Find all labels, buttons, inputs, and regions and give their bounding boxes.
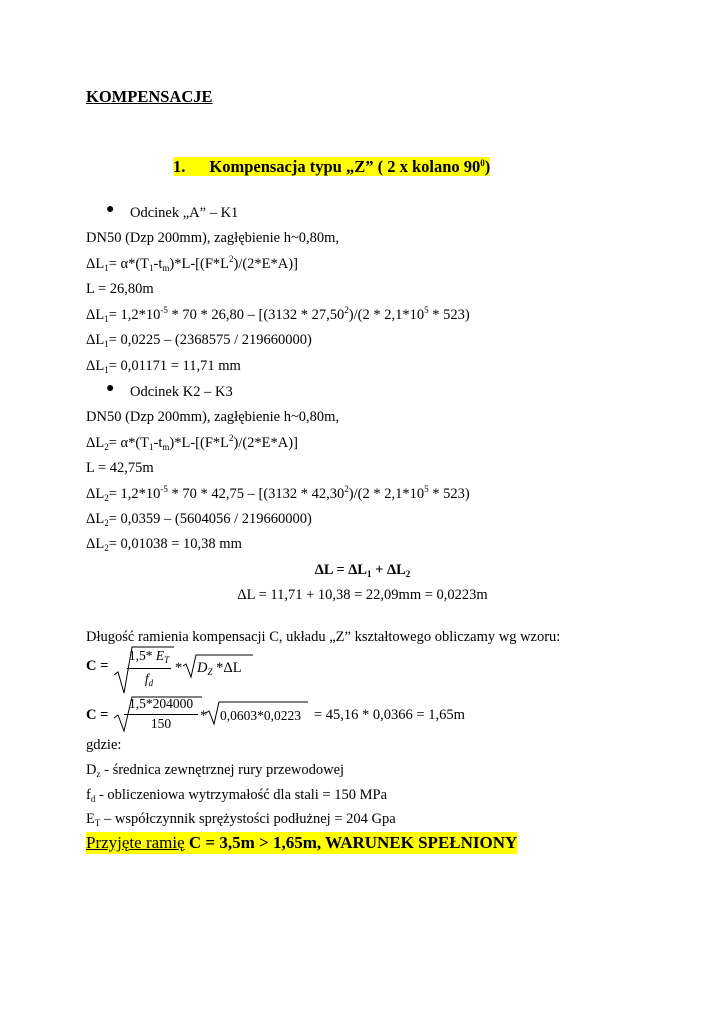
document-title: KOMPENSACJE	[86, 87, 213, 106]
bullet-icon: ●	[106, 202, 115, 217]
section-number: 1.	[173, 157, 186, 176]
c-calc-radicand: 0,0603*0,0223	[220, 708, 301, 723]
c-calc-lhs: C =	[86, 707, 109, 723]
fraction-line	[124, 714, 198, 715]
part2-result-2: $\Delta L_2= 0,01038 = 10,38$ mm	[86, 536, 242, 553]
part1-result-1: $\Delta L_1= 0,0225 - (2368575 / 219660000)$	[86, 332, 312, 349]
section-heading-highlight	[173, 157, 490, 176]
section-title: Kompensacja typu „Z” ( 2 x kolano 90	[209, 157, 481, 176]
gdzie-label: gdzie:	[86, 737, 122, 753]
section-heading	[173, 158, 490, 176]
part2-calc: $\Delta L_2= 1,2*10^{-5} * 70 * 42,75 - [(3132 * 42,30^2)/(2 * 2,1*10^5 * 523)$	[86, 484, 470, 503]
c-formula-multiply: *	[175, 660, 183, 676]
c-formula-radicand: $D_Z$ *ΔL	[197, 660, 242, 677]
sum-result: ΔL = 11,71 + 10,38 = 22,09mm = 0,0223m	[237, 587, 488, 603]
bullet-icon: ●	[106, 381, 115, 396]
part2-result-1: $\Delta L_2= 0,0359 - (5604056 / 219660000)$	[86, 511, 312, 528]
definition-fd: $f_d$ - obliczeniowa wytrzymałość dla stali = 150 MPa	[86, 787, 388, 804]
c-intro: Długość ramienia kompensacji C, układu „Z” kształtowego obliczamy wg wzoru:	[86, 629, 561, 645]
part1-length: L = 26,80m	[86, 281, 154, 297]
part1-result-2: $\Delta L_1= 0,01171 = 11,71$ mm	[86, 358, 241, 375]
c-calc-result: = 45,16 * 0,0366 = 1,65m	[314, 707, 465, 723]
c-formula-denominator: $f_d$	[144, 671, 154, 688]
fraction-line	[127, 668, 171, 669]
final-conclusion	[86, 832, 517, 854]
definition-dz: $D_z$ - średnica zewnętrznej rury przewodowej	[86, 762, 345, 779]
section-title-degree: 0	[480, 158, 485, 168]
part1-formula: $\Delta L_1= \alpha*(T_1-t_m)*L-[(F*L^2)/(2*E*A)]$	[86, 254, 298, 273]
part2-pipe-info: DN50 (Dzp 200mm), zagłębienie h~0,80m,	[86, 409, 340, 425]
sum-formula: $\Delta L = \Delta L_1 + \Delta L_2$	[314, 562, 411, 579]
final-conclusion-pre: Przyjęte ramię	[86, 833, 185, 852]
part1-pipe-info: DN50 (Dzp 200mm), zagłębienie h~0,80m,	[86, 230, 340, 246]
c-formula-numerator: 1,5* $E_T$	[128, 648, 170, 665]
bullet-part1: Odcinek „A” – K1	[130, 205, 239, 221]
definition-et: $E_T$ – współczynnik sprężystości podłużnej = 204 Gpa	[86, 811, 396, 828]
final-conclusion-condition: C = 3,5m > 1,65m, WARUNEK SPEŁNIONY	[184, 833, 518, 852]
c-formula-lhs: C =	[86, 658, 109, 674]
c-calc-denominator: 150	[150, 716, 172, 731]
c-calc-multiply: *	[200, 708, 208, 724]
part2-formula: $\Delta L_2= \alpha*(T_1-t_m)*L-[(F*L^2)/(2*E*A)]$	[86, 433, 298, 452]
c-calc-numerator: 1,5*204000	[128, 696, 194, 711]
part2-length: L = 42,75m	[86, 460, 154, 476]
part1-calc: $\Delta L_1= 1,2*10^{-5} * 70 * 26,80 - [(3132 * 27,50^2)/(2 * 2,1*10^5 * 523)$	[86, 305, 470, 324]
bullet-part2: Odcinek K2 – K3	[130, 384, 233, 400]
section-title-end: )	[484, 157, 491, 176]
